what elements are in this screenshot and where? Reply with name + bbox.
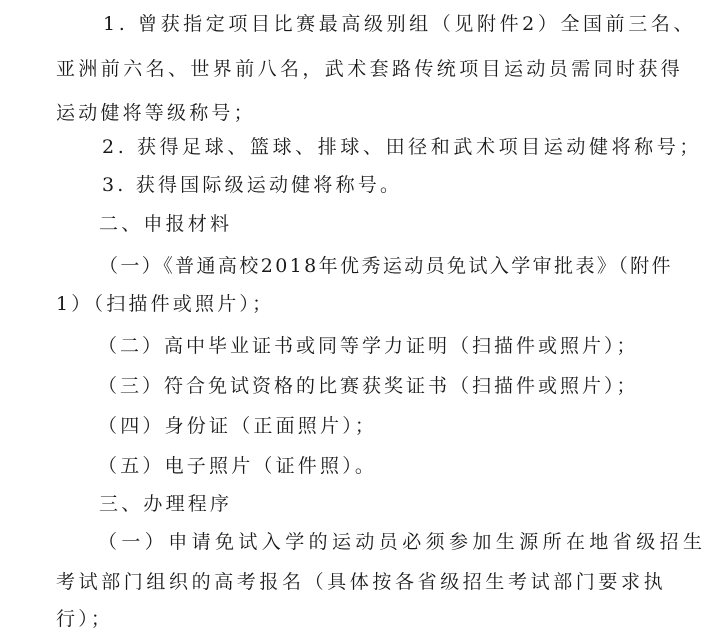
procedure-item-1-line-3: 行）； (56, 608, 114, 630)
procedure-item-1-line-2: 考试部门组织的高考报名（具体按各省级招生考试部门要求执 (56, 571, 667, 593)
procedure-item-1-line-1: （一）申请免试入学的运动员必须参加生源所在地省级招生 (98, 531, 707, 553)
criteria-item-1-line-1: 1. 曾获指定项目比赛最高级别组（见附件2）全国前三名、 (103, 13, 697, 35)
materials-item-1-line-1: （一）《普通高校2018年优秀运动员免试入学审批表》（附件 (99, 255, 673, 277)
criteria-item-3: 3. 获得国际级运动健将称号。 (102, 174, 403, 196)
section-heading-procedure: 三、办理程序 (99, 493, 233, 515)
materials-item-4: （四）身份证（正面照片）； (98, 415, 378, 437)
criteria-item-1-line-3: 运动健将等级称号； (56, 102, 256, 124)
materials-item-1-line-2: 1）（扫描件或照片）； (56, 293, 275, 315)
materials-item-3: （三）符合免试资格的比赛获奖证书（扫描件或照片）； (98, 375, 639, 397)
materials-item-5: （五）电子照片（证件照）。 (98, 455, 378, 477)
criteria-item-2: 2. 获得足球、篮球、排球、田径和武术项目运动健将称号； (102, 136, 702, 158)
section-heading-materials: 二、申报材料 (99, 213, 233, 235)
materials-item-2: （二）高中毕业证书或同等学力证明（扫描件或照片）； (98, 335, 639, 357)
criteria-item-1-line-2: 亚洲前六名、世界前八名，武术套路传统项目运动员需同时获得 (56, 58, 684, 80)
